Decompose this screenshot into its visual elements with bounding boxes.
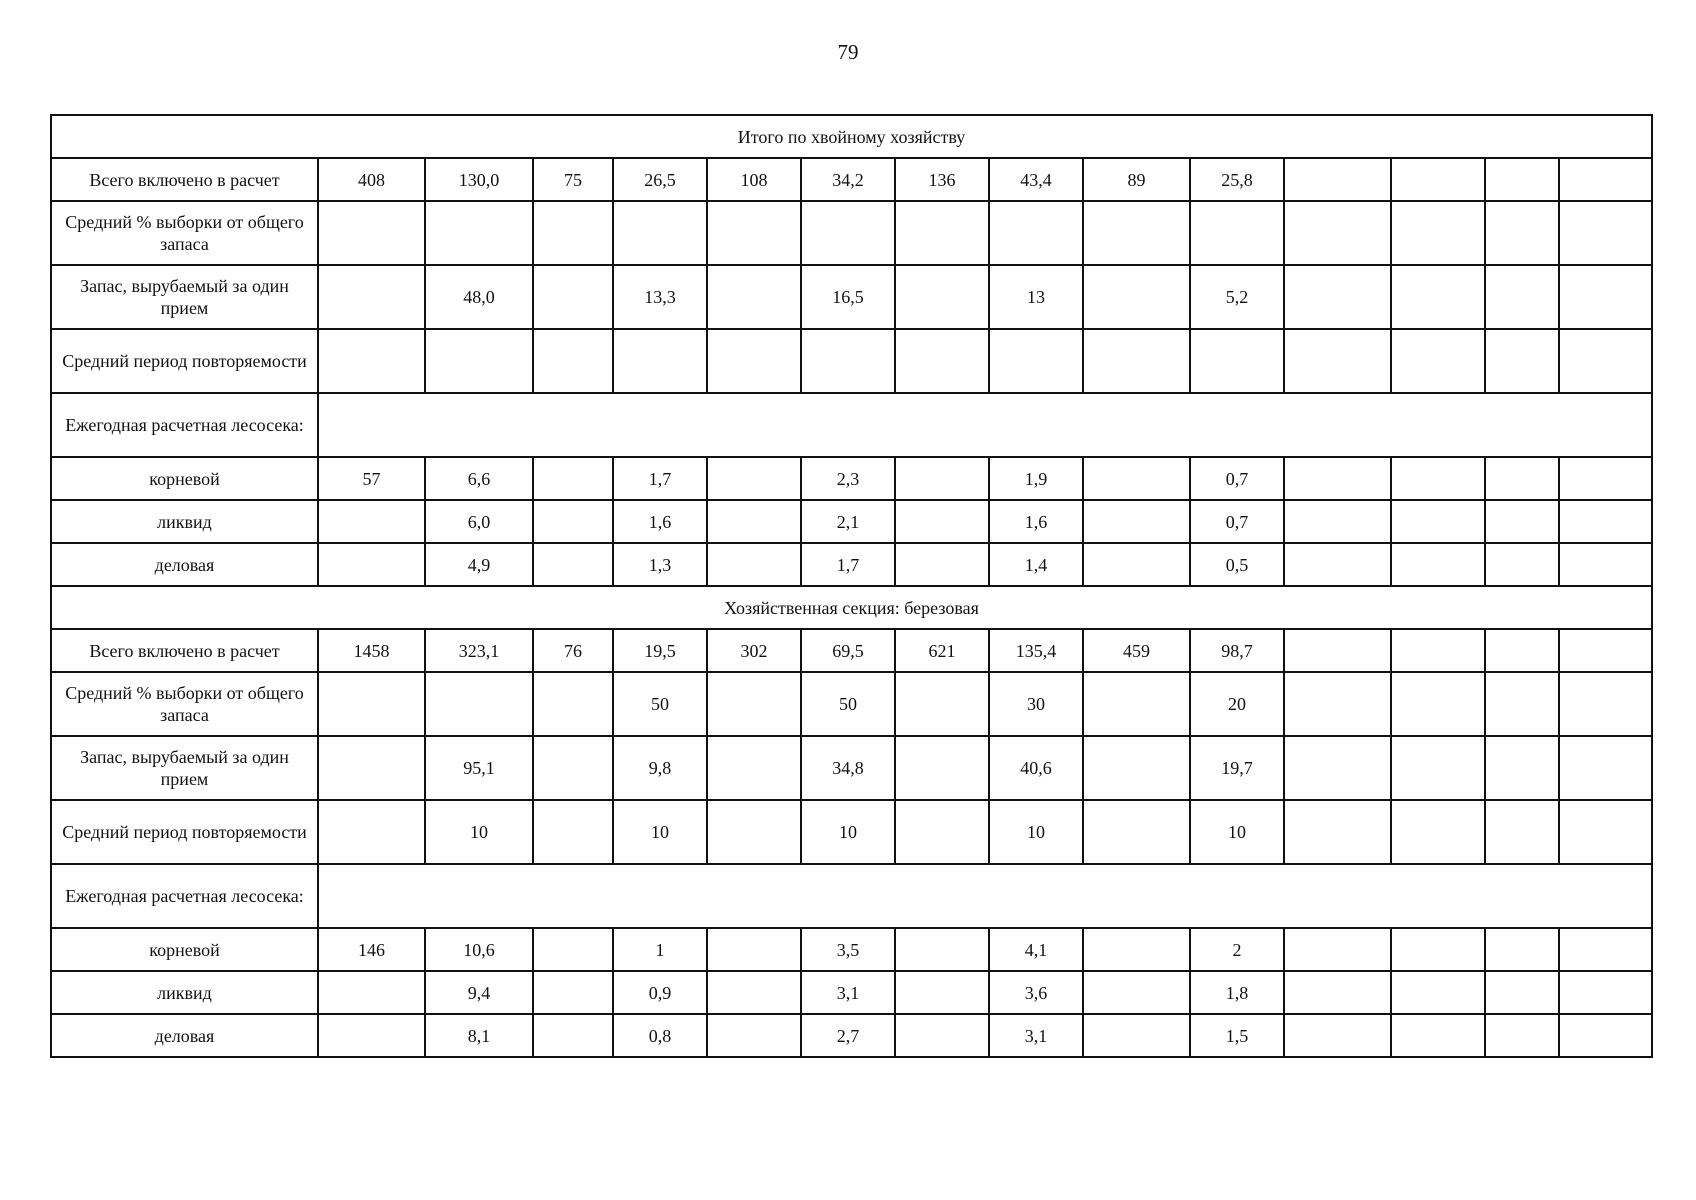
table-cell [895, 971, 989, 1014]
table-row [51, 457, 1652, 500]
table-cell [1391, 928, 1485, 971]
row-label: Всего включено в расчет [51, 629, 318, 672]
table-cell: 1,9 [989, 457, 1083, 500]
table-cell [318, 971, 425, 1014]
row-label: Ежегодная расчетная лесосека: [51, 864, 318, 928]
table-cell [1391, 543, 1485, 586]
table-cell [1284, 457, 1391, 500]
table-cell [707, 265, 801, 329]
table-cell: 8,1 [425, 1014, 533, 1057]
table-cell [1485, 672, 1559, 736]
table-cell [1485, 500, 1559, 543]
table-cell [1391, 329, 1485, 393]
table-cell [1559, 543, 1652, 586]
table-cell [1284, 201, 1391, 265]
table-cell: 1,6 [989, 500, 1083, 543]
table-cell [1485, 736, 1559, 800]
table-cell: 3,5 [801, 928, 895, 971]
table-cell: 13,3 [613, 265, 707, 329]
table-cell [1391, 629, 1485, 672]
table-cell: 57 [318, 457, 425, 500]
table-cell [613, 201, 707, 265]
table-cell [1485, 543, 1559, 586]
table-cell: 40,6 [989, 736, 1083, 800]
table-cell: 10 [989, 800, 1083, 864]
table-cell: 19,5 [613, 629, 707, 672]
table-cell [707, 500, 801, 543]
table-cell: 5,2 [1190, 265, 1284, 329]
table-cell: 3,6 [989, 971, 1083, 1014]
table-cell [1083, 1014, 1190, 1057]
table-row [51, 158, 1652, 201]
table-cell: 302 [707, 629, 801, 672]
table-cell: 16,5 [801, 265, 895, 329]
table-cell [1391, 736, 1485, 800]
row-label: Средний % выборки от общего запаса [51, 672, 318, 736]
table-cell: 108 [707, 158, 801, 201]
table-cell: 6,0 [425, 500, 533, 543]
table-cell: 13 [989, 265, 1083, 329]
table-cell [1284, 800, 1391, 864]
table-cell [533, 736, 613, 800]
table-cell [1284, 971, 1391, 1014]
table-cell [1284, 329, 1391, 393]
table-cell [1284, 629, 1391, 672]
table-cell [1391, 158, 1485, 201]
table-cell [895, 736, 989, 800]
table-cell [1083, 265, 1190, 329]
table-cell [1559, 928, 1652, 971]
table-cell [1083, 457, 1190, 500]
table-cell [1083, 736, 1190, 800]
table-cell [1391, 1014, 1485, 1057]
table-cell: 76 [533, 629, 613, 672]
table-cell [1485, 1014, 1559, 1057]
table-cell [1485, 457, 1559, 500]
table-cell [895, 457, 989, 500]
table-cell: 0,5 [1190, 543, 1284, 586]
table-cell [1190, 201, 1284, 265]
table-cell [895, 543, 989, 586]
table-cell: 20 [1190, 672, 1284, 736]
table-cell [1083, 329, 1190, 393]
table-cell [1485, 971, 1559, 1014]
page-number: 79 [837, 40, 859, 64]
table-cell [1485, 629, 1559, 672]
section-header-row [51, 586, 1652, 629]
table-cell [1284, 158, 1391, 201]
table-cell: 1,4 [989, 543, 1083, 586]
table-cell [1559, 629, 1652, 672]
table-row [51, 971, 1652, 1014]
table-cell [895, 201, 989, 265]
table-cell [1284, 1014, 1391, 1057]
table-cell: 3,1 [801, 971, 895, 1014]
table-cell: 3,1 [989, 1014, 1083, 1057]
table-cell [1083, 928, 1190, 971]
row-label: Запас, вырубаемый за один прием [51, 736, 318, 800]
row-label: ликвид [51, 500, 318, 543]
section-title: Хозяйственная секция: березовая [51, 586, 1652, 629]
table-cell [1485, 329, 1559, 393]
table-cell [533, 500, 613, 543]
table-cell: 43,4 [989, 158, 1083, 201]
table-cell [533, 543, 613, 586]
table-cell [1559, 971, 1652, 1014]
table-cell [1559, 265, 1652, 329]
table-cell [1485, 928, 1559, 971]
table-cell: 1,7 [801, 543, 895, 586]
section-title: Итого по хвойному хозяйству [51, 115, 1652, 158]
table-cell [1559, 736, 1652, 800]
table-cell [533, 800, 613, 864]
row-label: Средний % выборки от общего запаса [51, 201, 318, 265]
table-cell [1559, 800, 1652, 864]
table-cell [1485, 201, 1559, 265]
table-cell [1284, 265, 1391, 329]
table-cell: 75 [533, 158, 613, 201]
table-cell [1559, 1014, 1652, 1057]
table-cell [1559, 158, 1652, 201]
table-cell [707, 736, 801, 800]
table-cell [1083, 971, 1190, 1014]
table-cell [318, 672, 425, 736]
table-cell [1190, 329, 1284, 393]
table-cell: 135,4 [989, 629, 1083, 672]
table-cell: 34,8 [801, 736, 895, 800]
table-cell: 34,2 [801, 158, 895, 201]
cutting-area-table [50, 114, 1653, 1058]
table-cell: 621 [895, 629, 989, 672]
row-label: ликвид [51, 971, 318, 1014]
table-cell [707, 329, 801, 393]
table-cell [318, 736, 425, 800]
row-label: деловая [51, 1014, 318, 1057]
table-cell [318, 329, 425, 393]
table-cell [1391, 971, 1485, 1014]
table-cell [533, 1014, 613, 1057]
table-cell [895, 928, 989, 971]
table-cell: 10,6 [425, 928, 533, 971]
table-cell [707, 971, 801, 1014]
table-cell: 89 [1083, 158, 1190, 201]
table-cell [425, 672, 533, 736]
table-cell: 50 [801, 672, 895, 736]
table-cell [1083, 800, 1190, 864]
table-row [51, 864, 1652, 928]
table-cell [1559, 329, 1652, 393]
table-cell: 0,7 [1190, 500, 1284, 543]
row-label: корневой [51, 928, 318, 971]
table-cell [1485, 265, 1559, 329]
table-cell [1284, 543, 1391, 586]
table-cell [533, 672, 613, 736]
row-label: Средний период повторяемости [51, 800, 318, 864]
row-label: Всего включено в расчет [51, 158, 318, 201]
table-row [51, 201, 1652, 265]
table-row [51, 629, 1652, 672]
row-label: Ежегодная расчетная лесосека: [51, 393, 318, 457]
table-cell [425, 201, 533, 265]
section-header-row [51, 115, 1652, 158]
table-cell [707, 928, 801, 971]
table-cell [1083, 543, 1190, 586]
table-cell [1559, 457, 1652, 500]
table-cell: 0,8 [613, 1014, 707, 1057]
table-row [51, 736, 1652, 800]
table-cell: 408 [318, 158, 425, 201]
table-cell [707, 1014, 801, 1057]
table-cell: 0,9 [613, 971, 707, 1014]
table-cell: 130,0 [425, 158, 533, 201]
table-cell: 1 [613, 928, 707, 971]
table-cell: 2,1 [801, 500, 895, 543]
table-cell [1391, 800, 1485, 864]
table-cell: 48,0 [425, 265, 533, 329]
table-cell [1391, 457, 1485, 500]
table-cell [533, 329, 613, 393]
table-cell [425, 329, 533, 393]
table-cell: 2,3 [801, 457, 895, 500]
table-cell [707, 457, 801, 500]
table-cell: 26,5 [613, 158, 707, 201]
table-cell [707, 201, 801, 265]
table-cell: 19,7 [1190, 736, 1284, 800]
table-row [51, 500, 1652, 543]
table-cell: 9,8 [613, 736, 707, 800]
table-cell [318, 265, 425, 329]
table-row [51, 543, 1652, 586]
table-cell: 4,1 [989, 928, 1083, 971]
table-cell [318, 543, 425, 586]
table-cell: 10 [801, 800, 895, 864]
table-row [51, 928, 1652, 971]
table-cell [895, 329, 989, 393]
table-cell: 1,6 [613, 500, 707, 543]
table-row [51, 800, 1652, 864]
table-cell [707, 800, 801, 864]
table-cell [1391, 201, 1485, 265]
table-cell: 1458 [318, 629, 425, 672]
row-label: деловая [51, 543, 318, 586]
table-cell: 6,6 [425, 457, 533, 500]
table-cell [1559, 500, 1652, 543]
table-cell [533, 201, 613, 265]
table-cell [1559, 672, 1652, 736]
table-cell [533, 265, 613, 329]
table-cell: 1,7 [613, 457, 707, 500]
table-cell [707, 543, 801, 586]
table-cell: 136 [895, 158, 989, 201]
table-cell: 10 [425, 800, 533, 864]
table-cell: 459 [1083, 629, 1190, 672]
table-cell [801, 329, 895, 393]
table-cell [533, 928, 613, 971]
table-cell [895, 1014, 989, 1057]
table-cell [613, 329, 707, 393]
table-cell: 4,9 [425, 543, 533, 586]
table-row [51, 672, 1652, 736]
table-cell [318, 1014, 425, 1057]
table-cell [1559, 201, 1652, 265]
table-cell [1391, 672, 1485, 736]
table-cell: 69,5 [801, 629, 895, 672]
table-cell: 30 [989, 672, 1083, 736]
table-cell [1391, 500, 1485, 543]
table-cell: 1,5 [1190, 1014, 1284, 1057]
table-cell [1284, 500, 1391, 543]
table-row [51, 329, 1652, 393]
merged-empty-cell [318, 393, 1652, 457]
table-cell: 95,1 [425, 736, 533, 800]
table-cell [895, 265, 989, 329]
table-cell: 1,8 [1190, 971, 1284, 1014]
table-cell [989, 329, 1083, 393]
table-cell: 10 [1190, 800, 1284, 864]
table-row [51, 265, 1652, 329]
table-cell [318, 500, 425, 543]
table-cell [1391, 265, 1485, 329]
table-cell [318, 800, 425, 864]
table-cell: 98,7 [1190, 629, 1284, 672]
merged-empty-cell [318, 864, 1652, 928]
table-cell [895, 800, 989, 864]
table-cell [895, 672, 989, 736]
row-label: Запас, вырубаемый за один прием [51, 265, 318, 329]
table-cell [707, 672, 801, 736]
table-cell [1083, 201, 1190, 265]
table-cell: 50 [613, 672, 707, 736]
table-cell [533, 971, 613, 1014]
table-cell: 323,1 [425, 629, 533, 672]
row-label: корневой [51, 457, 318, 500]
table-cell: 2,7 [801, 1014, 895, 1057]
table-cell [1284, 672, 1391, 736]
table-cell: 10 [613, 800, 707, 864]
table-cell [1083, 500, 1190, 543]
table-cell [801, 201, 895, 265]
table-cell: 2 [1190, 928, 1284, 971]
table-cell [1284, 928, 1391, 971]
table-cell [533, 457, 613, 500]
table-cell [1485, 800, 1559, 864]
table-cell: 0,7 [1190, 457, 1284, 500]
table-cell [895, 500, 989, 543]
table-cell: 9,4 [425, 971, 533, 1014]
table-row [51, 1014, 1652, 1057]
table-row [51, 393, 1652, 457]
table-cell [1485, 158, 1559, 201]
table-cell [1284, 736, 1391, 800]
table-cell [989, 201, 1083, 265]
table-cell [1083, 672, 1190, 736]
row-label: Средний период повторяемости [51, 329, 318, 393]
table-cell [318, 201, 425, 265]
table-cell: 25,8 [1190, 158, 1284, 201]
table-cell: 146 [318, 928, 425, 971]
table-cell: 1,3 [613, 543, 707, 586]
